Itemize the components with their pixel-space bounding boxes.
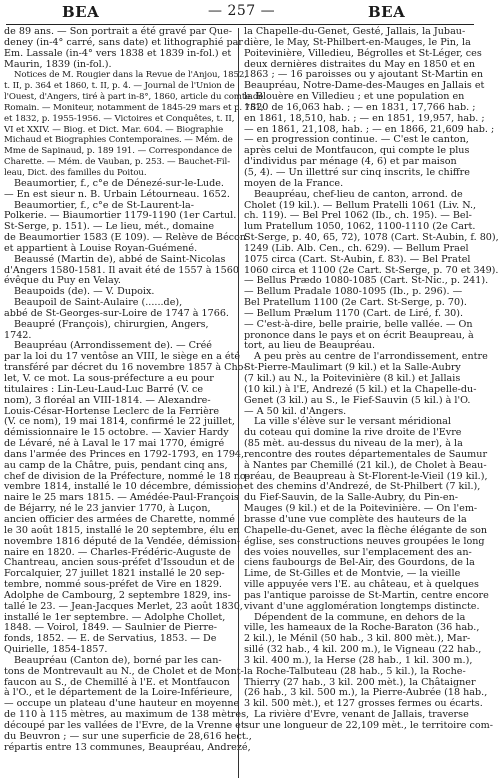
text-line: au camp de la Châtre, puis, pendant cinq ans, [4,459,228,471]
text-line: du coteau qui domine la rive droite de l'Evre [244,427,462,439]
text-line: St-Pierre-Maulimart (9 kil.) et la Salle-Aubry [244,362,461,374]
text-line: deney (in-4° carré, sans date) et lithographié par [4,36,243,48]
text-line: Louis-César-Hortense Leclerc de la Ferrière [4,405,220,417]
text-line: Quirielle, 1854-1857. [4,644,108,656]
text-line: Mme de Sapinaud, p. 189 191. — Correspondance de [4,146,233,157]
text-line: dans l'armée des Princes en 1792-1793, en 1794, [4,448,245,460]
text-line: ville, les hameaux de la Roche-Baraton (36 hab., [244,622,480,634]
header-right-word: BEA [368,3,406,21]
text-line: t. II, p. 364 et 1860, t. II, p. 4. — Journal de l'Union de [4,81,235,92]
text-line: la Roche-Talbuteau (28 hab., 5 kil.), la Roche- [244,665,466,677]
text-line: brasse d'une vue complète des hauteurs de la [244,513,467,525]
text-line: lum Pratellum 1050, 1062, 1100-1110 (2e Cart. [244,221,476,233]
text-line: Adolphe de Cambourg, 2 septembre 1829, ins- [4,589,231,601]
text-line: St-Serge, p. 151). — Le lieu, mét., domaine [4,221,215,233]
text-line: 2 kil.), le Ménil (50 hab., 3 kil. 800 mèt.), Mar- [244,633,471,645]
text-line: (7 kil.) au N., la Poitevinière (8 kil.) et Jallais [244,373,461,384]
text-line: en 1861, 18,510, hab. ; — en 1851, 19,957, hab. ; [244,112,485,124]
text-line: découpé par les vallées de l'Evre, de la Vrenne et [4,720,245,731]
text-line: répartis entre 13 communes, Beaupréau, Andrezé, [4,741,251,753]
text-line: let, V. ce mot. La sous-préfecture a eu pour [4,373,214,384]
text-line: prononce dans le pays et on écrit Beaupreau, à [244,329,474,341]
text-line: (10 kil.) à l'E, Andrezé (5 kil.) et la Chapelle-du- [244,383,477,395]
text-line: La rivière d'Evre, venant de Jallais, traverse [254,709,469,721]
text-line: fonds, 1852. — E. de Servatius, 1853. — De [4,633,217,645]
text-line: abbé de St-Georges-sur-Loire de 1747 à 1766. [4,307,229,319]
text-line: (26 hab., 3 kil. 500 m.), la Pierre-Aubrée (18 hab., [244,687,488,699]
text-line: (85 mèt. au-dessus du niveau de la mer), à la [244,438,463,450]
text-line: après celui de Montfaucon, qui compte le plus [244,145,470,157]
text-line: Beaupréau (Canton de), borné par les can- [14,654,222,666]
text-line: Maurin, 1839 (in-fol.). [4,58,112,70]
text-line: — occupe un plateau d'une hauteur en moyenne [4,698,240,710]
text-line: Beaupré (François), chirurgien, Angers, [14,318,209,330]
text-line: Beaupoids (de). — V. Dupoix. [14,286,155,298]
text-line: rencontre des routes départementales de Saumur [244,448,488,460]
right-column [244,26,499,779]
text-line: 1060 circa et 1100 (2e Cart. St-Serge, p. 70 et 349). [244,264,499,276]
text-line: 3 kil. 500 mèt.), et 127 grosses fermes ou écarts. [244,698,483,710]
text-line: pas l'antique paroisse de St-Martin, centre encore [244,589,489,601]
text-line: tembre, nommé sous-préfet de Vire en 1829. [4,579,222,591]
header-rule [6,24,474,25]
text-line: naire en 1820. — Charles-Frédéric-Auguste de [4,546,231,558]
text-line: Beaumortier, f., c°e de Dénezé-sur-le-Lude. [14,177,224,189]
text-line: 1742. [4,329,32,341]
text-line: de Béjarry, né le 23 janvier 1770, à Luçon, [4,503,211,515]
column-divider [238,28,239,778]
text-line: 1820 de 16,063 hab. ; — en 1831, 17,766 hab. ; [244,101,476,113]
text-line: Polkerie. — Biaumortier 1179-1190 (1er Cartul. [4,210,237,222]
text-line: d'Angers 1580-1581. Il avait été de 1557 à 1560 [4,264,239,276]
text-line: des voies nouvelles, sur l'emplacement des an- [244,546,472,558]
text-line: nom), 3 floréal an VIII-1814. — Alexandre- [4,394,211,406]
text-line: Em. Lassale (in-4° vers 1838 et 1839 in-fol.) et [4,47,232,59]
text-line: Beaussé (Martin de), abbé de Saint-Nicolas [14,253,226,265]
text-line: démissionnaire le 15 octobre. — Xavier Hardy [4,427,229,439]
text-line: sillé (32 hab., 4 kil. 200 m.), le Vigneau (22 hab., [244,644,482,656]
text-line: vivant d'une agglomération longtemps distincte. [244,600,480,612]
text-line: Beaupréau, Notre-Dame-des-Mauges en Jallais et [244,80,485,92]
text-line: 3 kil. 400 m.), la Herse (28 hab., 1 kil. 300 m.), [244,654,473,666]
text-line: et 1832, p. 1955-1956. — Victoires et Conquêtes, t. II, [4,113,235,124]
text-line: Chapelle-du-Genet, avec la flèche élégante de son [244,524,488,536]
text-line: — en progression continue. — C'est le canton, [244,134,469,146]
text-line: — C'est-à-dire, belle prairie, belle vallée. — On [244,318,473,330]
text-line: — en 1861, 21,108, hab. ; — en 1866, 21,609 hab. ; [244,123,495,135]
text-line: d'individus par ménage (4, 6) et par maison [244,156,457,168]
text-line: tort, au lieu de Beaupréau. [244,340,376,352]
text-line: Genet (3 kil.) au S., le Fief-Sauvin (5 kil.) à l'O. [244,394,471,406]
page-number: — 257 — [208,3,276,19]
header-left-word: BEA [62,3,100,21]
text-line: l'Ouest, d'Angers, tiré à part in-8°, 1860, article du comte de [4,92,264,103]
text-line: — Bellum Prælum 1170 (Cart. de Liré, f. 30). [244,307,464,319]
left-column [4,26,264,779]
text-line: Poitevinière, Villedieu, Bégrolles et St-Léger, ces [244,47,482,59]
text-line: Beaupréau, chef-lieu de canton, arrond. de [254,188,463,200]
text-line: dière, le May, St-Philbert-en-Mauges, le Pin, la [244,36,471,48]
text-line: VI et XXIV. — Biog. et Dict. Mar. 604. — Biographie [4,124,224,135]
text-line: Lime, de St-Gilles et de Montvie, — la vieille [244,568,461,580]
text-line: évêque du Puy en Velay. [4,275,121,287]
text-line: la Chapelle-du-Genet, Gesté, Jallais, la Jubau- [244,26,466,37]
text-line: 1863 ; — 16 paroisses ou y ajoutant St-Martin en [244,69,484,81]
text-line: du Beuvron ; — sur une superficie de 28,616 hect., [4,730,252,742]
text-line: Beaumortier, f., c°e de St-Laurent-la- [14,199,194,211]
text-line: Forcalquier, 27 juillet 1821 installé le 20 sep- [4,568,225,580]
text-line: Beaupréau (Arrondissement de). — Créé [14,340,212,352]
text-line: (V. ce nom), 19 mai 1814, confirmé le 22 juillet, [4,416,235,428]
text-line: naire le 25 mars 1815. — Amédée-Paul-François [4,492,239,504]
text-line: ch. 119). — Bel Prel 1062 (Ib., ch. 195). — Bel- [244,210,472,222]
text-line: titulaires : Lin-Leu-Laud-Luc Barré (V. ce [4,383,204,395]
text-line: Mauges (9 kil.) et de la Poitevinière. — On l'em- [244,503,478,515]
text-line: — Bellum Pradale 1080-1095 (Ib., p. 296). — [244,286,463,298]
text-line: Thierry (27 hab., 3 kil. 200 mèt.), la Châtaigner [244,676,476,688]
text-line: sur une longueur de 22,109 mèt., le territoire com- [244,720,493,731]
text-line: transféré par décret du 16 novembre 1857 à Cho- [4,362,247,374]
text-line: Romain. — Moniteur, notamment de 1845-29 mars et p. 751; [4,102,264,113]
text-line: par la loi du 17 ventôse an VIII, le siège en a été [4,351,241,363]
text-line: (5, 4). — Un illettré sur cinq inscrits, le chiffre [244,166,470,178]
text-line: Cholet (19 kil.). — Bellum Pratelli 1061 (Liv. N., [244,199,477,211]
text-line: Charette. — Mém. de Vauban, p. 253. — Bauchet-Fil- [4,157,231,168]
text-line: vembre 1814, installé le 10 décembre, démission- [4,481,247,493]
text-line: leau, Dict. des familles du Poitou. [4,167,147,178]
text-line: installé le 1er septembre. — Adolphe Chollet, [4,611,226,623]
text-line: de Lévaré, né à Laval le 17 mai 1770, émigré [4,438,225,450]
text-line: 1848. — Voirol, 1849. — Saulnier de Pierre- [4,622,217,634]
text-line: et des chemins d'Andrezé, de St-Philbert (7 kil.), [244,481,481,493]
text-line: deux dernières distraites du May en 1850 et en [244,58,476,70]
text-line: Beaupoil de Saint-Aulaire (......de), [14,297,183,309]
text-line: faucon au S., de Chemillé à l'E. et Montfaucon [4,676,230,688]
text-line: Notices de M. Rougier dans la Revue de l'Anjou, 1852, [14,70,247,81]
text-line: chef de division de la Préfecture, nommé le 18 no- [4,470,249,482]
text-line: novembre 1816 député de la Vendée, démission- [4,535,241,547]
text-line: de 110 à 115 mètres, au maximum de 138 mètres, [4,709,250,721]
text-line: la Blouère en Villedieu ; et une population en [244,91,465,103]
text-line: préau, de Beaupreau à St-Florent-le-Vieil (19 kil.), [244,470,488,482]
text-line: du Fief-Sauvin, de la Salle-Aubry, du Pin-en- [244,492,459,504]
text-line: ancien officier des armées de Charette, nommé [4,513,235,525]
text-line: le 30 août 1815, installé le 20 septembre, élu en [4,524,240,536]
text-line: moyen de la France. [244,177,344,189]
text-line: de 89 ans. — Son portrait a été gravé par Que- [4,26,232,37]
text-line: à Nantes par Chemillé (21 kil.), de Cholet à Beau- [244,459,487,471]
text-line: A peu près au centre de l'arrondissement, entre [254,351,488,363]
text-line: église, ses constructions neuves groupées le long [244,535,485,547]
text-line: Chantreau, ancien sous-préfet d'Issoudun et de [4,557,235,569]
text-line: ciens faubourgs de Bel-Air, des Gourdons, de la [244,557,475,569]
text-line: de Beaumortier 1583 (E 109). — Relève de Bécon [4,232,246,244]
text-line: à l'O., et le département de la Loire-Inférieure, [4,687,233,699]
text-line: Michaud et Biographies Contemporaines. — Mém. de [4,135,233,146]
text-line: — A 50 kil. d'Angers. [244,405,347,417]
text-line: — En est sieur n. B. Urbain Létourneau. 1652. [4,188,230,200]
running-header [0,0,480,26]
text-line: Dépendent de la commune, en dehors de la [254,611,466,623]
text-line: ville appuyée vers l'E. au château, et à quelques [244,579,479,591]
text-line: et appartient à Louise Royan-Guémené. [4,242,198,254]
text-line: La ville s'élève sur le versant méridional [254,416,451,428]
text-line: 1249 (Lib. Alb. Cen., ch. 629). — Bellum Prael [244,242,469,254]
text-line: Bel Pratellum 1100 (2e Cart. St-Serge, p. 70). [244,297,467,309]
text-line: 1075 circa (Cart. St-Aubin, f. 83). — Bel Pratel [244,253,471,265]
text-line: St-Serge, p. 40, 65, 72), 1078 (Cart. St-Aubin, f. 80), [244,232,499,244]
text-line: — Bellus Prædo 1080-1085 (Cart. St-Nic., p. 241). [244,275,489,287]
text-line: tallé le 23. — Jean-Jacques Merlet, 23 août 1830, [4,600,243,612]
text-line: tons de Montrevault au N., de Cholet et de Mont- [4,665,244,677]
